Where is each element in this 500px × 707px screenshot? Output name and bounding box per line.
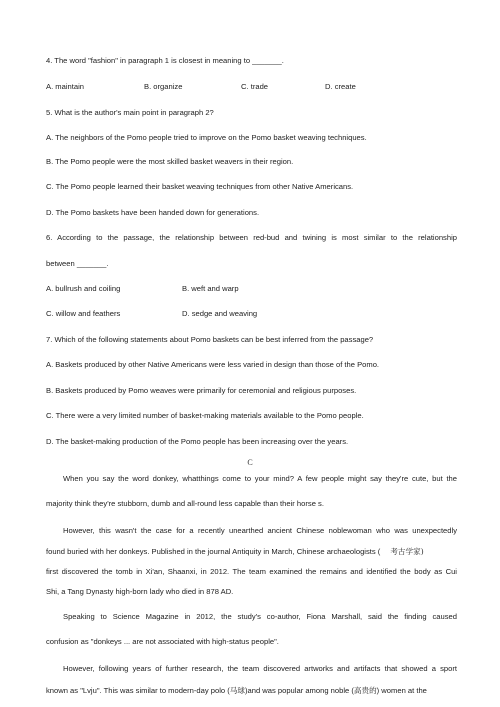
passage-p3-line1: Speaking to Science Magazine in 2012, the study's co-author, Fiona Marshall, said the finding caused	[63, 612, 457, 621]
passage-p2-line1: However, this wasn't the case for a recently unearthed ancient Chinese noblewoman who was unexpectedly	[63, 526, 457, 535]
section-label: C	[247, 458, 253, 467]
question-7-stem: 7. Which of the following statements about Pomo baskets can be best inferred from the passage?	[46, 335, 374, 344]
passage-p2-line2: found buried with her donkeys. Published in the journal Antiquity in March, Chinese archaeologists ( 考古学家)	[46, 547, 424, 556]
passage-p2-line3: first discovered the tomb in Xi'an, Shaanxi, in 2012. The team examined the remains and identified the body as Cui	[46, 567, 457, 576]
question-6-stem-line2: between _______.	[46, 259, 109, 268]
q6-option-d: D. sedge and weaving	[182, 309, 258, 318]
q4-option-b: B. organize	[144, 82, 183, 91]
passage-p4-line2: known as "Lvju". This was similar to modern-day polo (马球)and was popular among noble (高贵的) women at the	[46, 686, 427, 695]
passage-p1-line2: majority think they're stubborn, dumb and all-round less capable than their horse s.	[46, 499, 324, 508]
q5-option-d: D. The Pomo baskets have been handed down for generations.	[46, 208, 260, 217]
question-4-stem: 4. The word "fashion" in paragraph 1 is closest in meaning to _______.	[46, 56, 284, 65]
q5-option-c: C. The Pomo people learned their basket weaving techniques from other Native Americans.	[46, 182, 354, 191]
question-6-stem-line1: 6. According to the passage, the relationship between red-bud and twining is most similar to the relationship	[46, 233, 457, 242]
q4-option-d: D. create	[325, 82, 356, 91]
q7-option-c: C. There were a very limited number of basket-making materials available to the Pomo people.	[46, 411, 364, 420]
q6-option-c: C. willow and feathers	[46, 309, 121, 318]
q7-option-a: A. Baskets produced by other Native Americans were less varied in design than those of the Pomo.	[46, 360, 380, 369]
q5-option-a: A. The neighbors of the Pomo people tried to improve on the Pomo basket weaving techniques.	[46, 133, 367, 142]
q6-option-a: A. bullrush and coiling	[46, 284, 121, 293]
q7-option-b: B. Baskets produced by Pomo weaves were primarily for ceremonial and religious purposes.	[46, 386, 357, 395]
q7-option-d: D. The basket-making production of the Pomo people has been increasing over the years.	[46, 437, 349, 446]
passage-p4-line1: However, following years of further research, the team discovered artworks and artifacts that showed a sport	[63, 664, 457, 673]
q4-option-c: C. trade	[241, 82, 269, 91]
passage-p1-line1: When you say the word donkey, whatthings come to your mind? A few people might say they're cute, but the	[63, 474, 457, 483]
passage-p3-line2: confusion as "donkeys ... are not associated with high-status people".	[46, 637, 279, 646]
q5-option-b: B. The Pomo people were the most skilled basket weavers in their region.	[46, 157, 294, 166]
question-5-stem: 5. What is the author's main point in paragraph 2?	[46, 108, 214, 117]
q6-option-b: B. weft and warp	[182, 284, 239, 293]
passage-p2-line4: Shi, a Tang Dynasty high-born lady who died in 878 AD.	[46, 587, 234, 596]
q4-option-a: A. maintain	[46, 82, 84, 91]
